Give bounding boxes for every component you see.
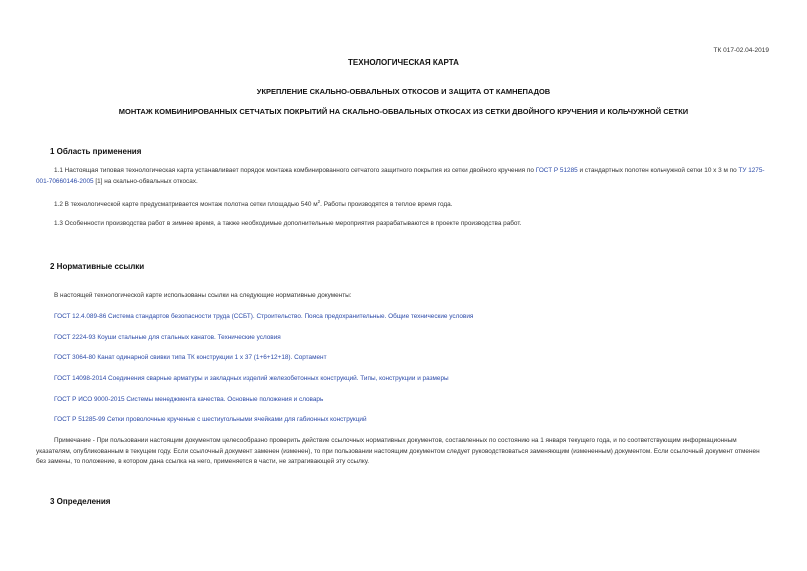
- references-intro: В настоящей технологической карте использованы ссылки на следующие нормативные документы:: [54, 292, 352, 299]
- paragraph-1-3: 1.3 Особенности производства работ в зимнее время, а также необходимые дополнительные мероприятия разрабатываются в проекте производства работ.: [54, 220, 522, 227]
- ref-gost-r-iso-9000-2015[interactable]: ГОСТ Р ИСО 9000-2015 Системы менеджмента качества. Основные положения и словарь: [54, 396, 324, 403]
- paragraph-1-1-text-a: 1.1 Настоящая типовая технологическая карта устанавливает порядок монтажа комбинированного сетчатого защитного покрытия из сетки двойного кручения по: [54, 167, 536, 174]
- paragraph-1-1-text-c: 3 м по: [716, 167, 739, 174]
- ref-gost-r-51285-99[interactable]: ГОСТ Р 51285-99 Сетки проволочные крученые с шестиугольными ячейками для габионных конструкций: [54, 416, 367, 423]
- document-code: ТК 017-02.04-2019: [713, 47, 769, 54]
- ref-gost-3064-80[interactable]: ГОСТ 3064-80 Канат одинарной свивки типа ТК конструкции 1 х 37 (1+6+12+18). Сортамент: [54, 354, 327, 361]
- paragraph-1-2-text-b: . Работы производятся в теплое время года.: [320, 201, 453, 209]
- document-subtitle-1: УКРЕПЛЕНИЕ СКАЛЬНО-ОБВАЛЬНЫХ ОТКОСОВ И ЗАЩИТА ОТ КАМНЕПАДОВ: [256, 87, 551, 96]
- tu-link[interactable]: ТУ 1275-001-70660146-2005: [36, 167, 765, 185]
- paragraph-1-2-text-a: 1.2 В технологической карте предусматривается монтаж полотна сетки площадью 540 м: [54, 201, 318, 209]
- paragraph-1-1-text-d: [1] на скально-обвальных откосах.: [93, 177, 198, 185]
- ref-gost-14098-2014[interactable]: ГОСТ 14098-2014 Соединения сварные арматуры и закладных изделий железобетонных конструкций. Типы, конструкции и размеры: [54, 375, 449, 382]
- ref-gost-12-4-089-86[interactable]: ГОСТ 12.4.089-86 Система стандартов безопасности труда (ССБТ). Строительство. Пояса предохранительные. Общие технические условия: [54, 313, 474, 320]
- paragraph-1-1-text-b: и стандартных полотен кольчужной сетки 10: [577, 167, 714, 174]
- multiply-sign: х: [713, 167, 717, 174]
- references-note: Примечание - При пользовании настоящим документом целесообразно проверить действие ссылочных нормативных документов, составленных по состоянию на 1 января текущего года, и по соответствующим информационным указателям, опубликованным в текущем году. Если ссылочный документ заменен (изменен), то при пользовании настоящим документом следует руководствоваться заменяющим (измененным) документом. Если ссылочный документ отменен без замены, то положение, в котором дана ссылка на него, применяется в части, не затрагивающей эту ссылку.: [36, 437, 760, 465]
- superscript-2: 2: [317, 199, 321, 204]
- ref-gost-2224-93[interactable]: ГОСТ 2224-93 Коуши стальные для стальных канатов. Технические условия: [54, 334, 281, 341]
- section-3-heading: 3 Определения: [50, 497, 111, 506]
- gost-r-51285-link[interactable]: ГОСТ Р 51285: [535, 167, 578, 174]
- paragraph-1-2: [36, 197, 771, 211]
- section-1-heading: 1 Область применения: [50, 147, 142, 156]
- document-title: ТЕХНОЛОГИЧЕСКАЯ КАРТА: [348, 58, 459, 67]
- section-2-heading: 2 Нормативные ссылки: [50, 262, 145, 271]
- paragraph-1-1: [36, 166, 771, 187]
- document-subtitle-2: МОНТАЖ КОМБИНИРОВАННЫХ СЕТЧАТЫХ ПОКРЫТИЙ НА СКАЛЬНО-ОБВАЛЬНЫХ ОТКОСАХ ИЗ СЕТКИ ДВОЙНОГО КРУЧЕНИЯ И КОЛЬЧУЖНОЙ СЕТКИ: [118, 107, 689, 116]
